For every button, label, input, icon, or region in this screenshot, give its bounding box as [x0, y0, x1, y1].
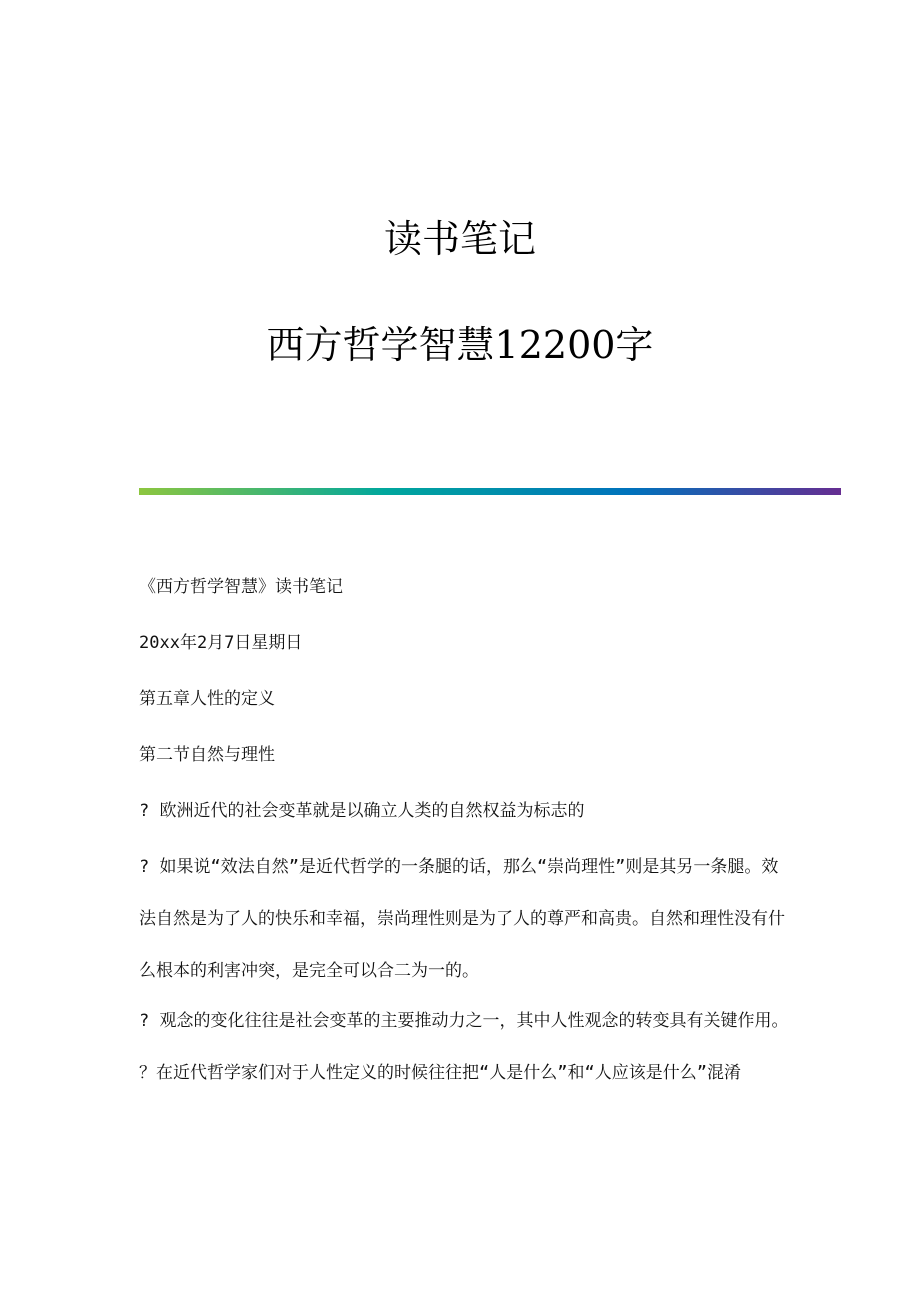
- date-line: 20xx年2月7日星期日: [139, 633, 303, 653]
- book-title-line: 《西方哲学智慧》读书笔记: [139, 577, 343, 597]
- section-heading: 第二节自然与理性: [139, 745, 275, 765]
- paragraph-1: ? 欧洲近代的社会变革就是以确立人类的自然权益为标志的: [139, 801, 585, 821]
- paragraph-3: ? 观念的变化往往是社会变革的主要推动力之一，其中人性观念的转变具有关键作用。 ？在近代哲学家们对于人性定义的时候往往把“人是什么”和“人应该是什么”混淆: [139, 1011, 789, 1083]
- cover-subtitle: 西方哲学智慧12200字: [266, 323, 654, 367]
- chapter-heading: 第五章人性的定义: [139, 689, 275, 709]
- gradient-divider: [139, 488, 841, 495]
- paragraph-2: ? 如果说“效法自然”是近代哲学的一条腿的话，那么“崇尚理性”则是其另一条腿。效法自然是为了人的快乐和幸福，崇尚理性则是为了人的尊严和高贵。自然和理性没有什么根本的利害冲突，是完全可以合二为一的。: [139, 857, 785, 981]
- cover-title: 读书笔记: [383, 217, 536, 261]
